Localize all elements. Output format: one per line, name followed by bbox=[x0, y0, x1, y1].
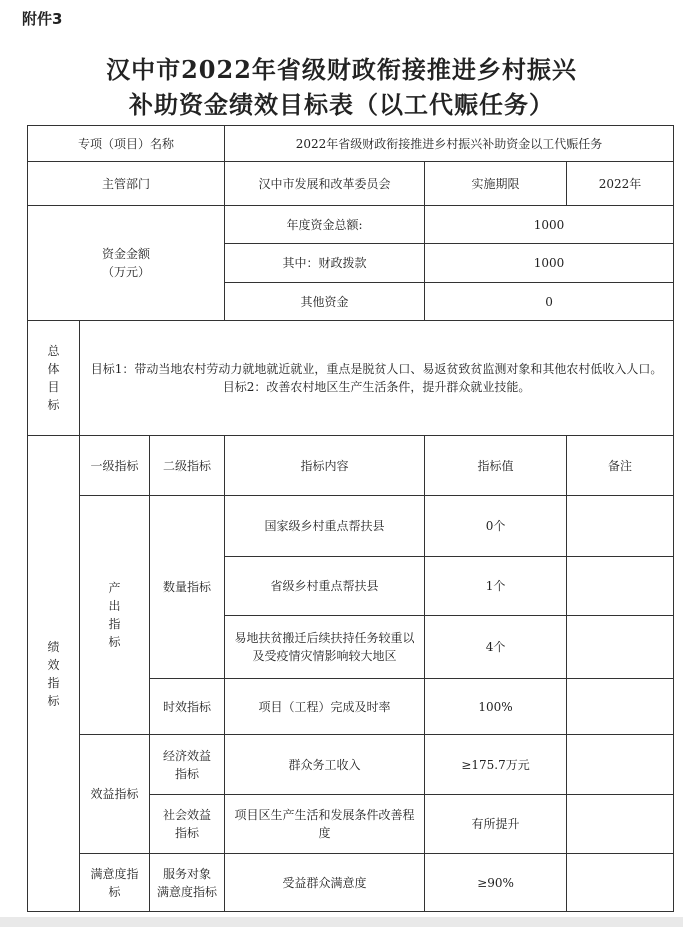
indicator-content: 省级乡村重点帮扶县 bbox=[225, 557, 425, 616]
indicator-note bbox=[567, 496, 674, 557]
social-benefit-label: 社会效益 指标 bbox=[150, 795, 225, 854]
indicator-header-row bbox=[28, 436, 674, 496]
indicator-row bbox=[28, 854, 674, 912]
funds-other-value: 0 bbox=[425, 283, 674, 321]
header-note: 备注 bbox=[567, 436, 674, 496]
performance-indicators-label: 绩 效 指 标 bbox=[28, 436, 80, 912]
indicator-value: 1个 bbox=[425, 557, 567, 616]
header-level2: 二级指标 bbox=[150, 436, 225, 496]
indicator-content: 项目区生产生活和发展条件改善程度 bbox=[225, 795, 425, 854]
indicator-value: ≥90% bbox=[425, 854, 567, 912]
overall-goals-row bbox=[28, 321, 674, 436]
timeliness-indicators-label: 时效指标 bbox=[150, 679, 225, 735]
project-name-value: 2022年省级财政衔接推进乡村振兴补助资金以工代赈任务 bbox=[225, 126, 674, 162]
overall-goals-content bbox=[80, 321, 674, 436]
indicator-value: 有所提升 bbox=[425, 795, 567, 854]
page-bottom-edge bbox=[0, 917, 683, 927]
quantity-indicators-label: 数量指标 bbox=[150, 496, 225, 679]
service-satisfaction-label: 服务对象 满意度指标 bbox=[150, 854, 225, 912]
goal-2: 目标2：改善农村地区生产生活条件，提升群众就业技能。 bbox=[222, 380, 531, 394]
indicator-note bbox=[567, 616, 674, 679]
period-label: 实施期限 bbox=[425, 162, 567, 206]
indicator-content: 易地扶贫搬迁后续扶持任务较重以及受疫情灾情影响较大地区 bbox=[225, 616, 425, 679]
economic-benefit-label: 经济效益 指标 bbox=[150, 735, 225, 795]
indicator-value: 100% bbox=[425, 679, 567, 735]
page-title-line2: 补助资金绩效目标表（以工代赈任务） bbox=[129, 90, 554, 119]
indicator-note bbox=[567, 735, 674, 795]
funds-other-label: 其他资金 bbox=[225, 283, 425, 321]
funds-total-value: 1000 bbox=[425, 206, 674, 244]
indicator-row bbox=[28, 496, 674, 557]
page-title-line1: 汉中市2022年省级财政衔接推进乡村振兴 bbox=[106, 55, 577, 84]
indicator-content: 项目（工程）完成及时率 bbox=[225, 679, 425, 735]
benefit-indicators-label: 效益指标 bbox=[80, 735, 150, 854]
indicator-value: 4个 bbox=[425, 616, 567, 679]
header-level1: 一级指标 bbox=[80, 436, 150, 496]
funds-total-row bbox=[28, 206, 674, 244]
indicator-row bbox=[28, 735, 674, 795]
period-value: 2022年 bbox=[567, 162, 674, 206]
output-indicators-label: 产 出 指 标 bbox=[80, 496, 150, 735]
indicator-content: 国家级乡村重点帮扶县 bbox=[225, 496, 425, 557]
funds-fiscal-label: 其中：财政拨款 bbox=[225, 244, 425, 283]
department-label: 主管部门 bbox=[28, 162, 225, 206]
department-value: 汉中市发展和改革委员会 bbox=[225, 162, 425, 206]
funds-fiscal-value: 1000 bbox=[425, 244, 674, 283]
indicator-note bbox=[567, 679, 674, 735]
indicator-content: 群众务工收入 bbox=[225, 735, 425, 795]
satisfaction-indicators-label: 满意度指 标 bbox=[80, 854, 150, 912]
attachment-label: 附件3 bbox=[22, 10, 63, 28]
indicator-note bbox=[567, 557, 674, 616]
indicator-content: 受益群众满意度 bbox=[225, 854, 425, 912]
project-name-label: 专项（项目）名称 bbox=[28, 126, 225, 162]
goal-1: 目标1：带动当地农村劳动力就地就近就业，重点是脱贫人口、易返贫致贫监测对象和其他农村低收入人口。 bbox=[90, 362, 663, 376]
overall-goals-label: 总 体 目 标 bbox=[28, 321, 80, 436]
funds-total-label: 年度资金总额: bbox=[225, 206, 425, 244]
department-row bbox=[28, 162, 674, 206]
indicator-note bbox=[567, 795, 674, 854]
indicator-value: 0个 bbox=[425, 496, 567, 557]
indicator-note bbox=[567, 854, 674, 912]
funds-label: 资金金额 （万元） bbox=[28, 206, 225, 321]
indicator-value: ≥175.7万元 bbox=[425, 735, 567, 795]
header-value: 指标值 bbox=[425, 436, 567, 496]
performance-target-table bbox=[27, 125, 674, 912]
project-name-row bbox=[28, 126, 674, 162]
header-content: 指标内容 bbox=[225, 436, 425, 496]
